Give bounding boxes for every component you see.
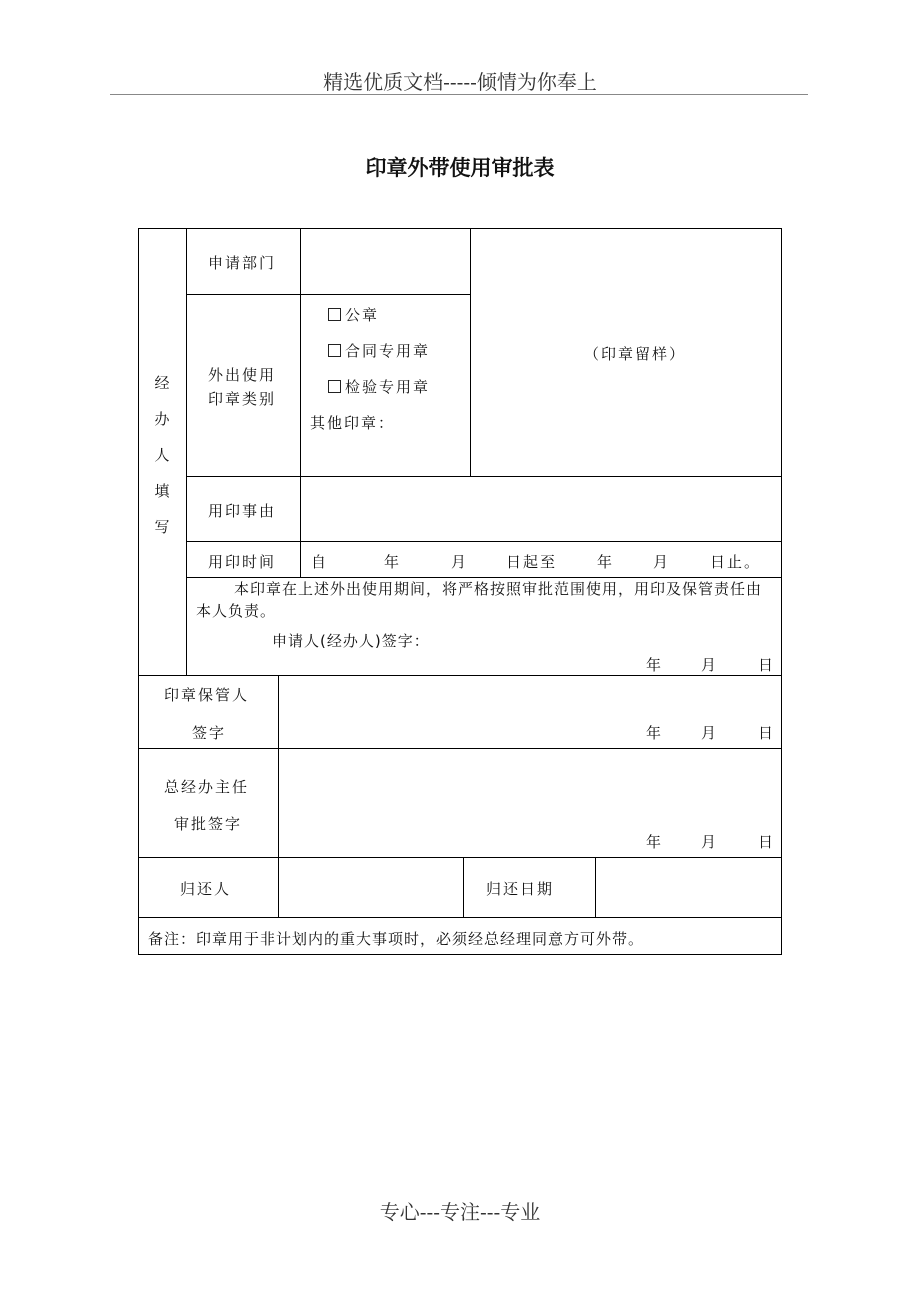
seal-type-label-line2: 印章类别: [208, 390, 277, 408]
time-from-year: 年: [384, 553, 402, 571]
page-header: 精选优质文档-----倾情为你奉上: [323, 70, 597, 94]
keeper-date-day: 日: [758, 724, 776, 742]
applicant-date-month: 月: [701, 656, 719, 674]
director-date-year: 年: [646, 833, 664, 851]
row-line-pledge: [138, 675, 782, 676]
department-field[interactable]: [302, 230, 468, 292]
row-line-keeper: [138, 748, 782, 749]
header-rule: [110, 94, 808, 95]
keeper-date-month: 月: [701, 724, 719, 742]
director-date-month: 月: [701, 833, 719, 851]
returner-label: 归还人: [180, 880, 232, 898]
keeper-label-line2: 签字: [192, 724, 227, 742]
time-from-token: 自: [311, 553, 329, 571]
return-date-field[interactable]: [597, 859, 780, 916]
time-from-day: 日起至: [506, 553, 558, 571]
row-line-dept: [186, 294, 470, 295]
col-line-sample: [470, 228, 471, 476]
returner-field[interactable]: [280, 859, 462, 916]
seal-option-contract-label: 合同专用章: [345, 342, 431, 360]
row-line-type: [186, 476, 782, 477]
time-to-day: 日止。: [710, 553, 762, 571]
border-bottom: [138, 954, 782, 955]
col-line-signer: [278, 675, 279, 917]
border-left: [138, 228, 139, 954]
director-date-day: 日: [758, 833, 776, 851]
seal-type-label-line1: 外出使用: [208, 366, 277, 384]
border-right: [781, 228, 782, 954]
return-date-label: 归还日期: [486, 880, 555, 898]
border-top: [138, 228, 782, 229]
reason-field[interactable]: [302, 478, 780, 540]
applicant-sign-label: 申请人(经办人)签字：: [272, 632, 430, 650]
page-footer: 专心---专注---专业: [379, 1200, 541, 1224]
department-label: 申请部门: [208, 254, 277, 272]
applicant-date-year: 年: [646, 656, 664, 674]
form-title: 印章外带使用审批表: [365, 156, 555, 180]
seal-option-inspection[interactable]: [328, 376, 430, 397]
applicant-date-day: 日: [758, 656, 776, 674]
pledge-text: 本印章在上述外出使用期间，将严格按照审批范围使用，用印及保管责任由本人负责。: [196, 580, 763, 620]
other-seal-label: 其他印章：: [310, 414, 396, 432]
col-line-return-date-label: [463, 857, 464, 917]
reason-label: 用印事由: [208, 502, 277, 520]
section-label: 经办人填写: [154, 374, 172, 536]
approval-form-table: [138, 228, 782, 954]
seal-sample-label: （印章留样）: [584, 345, 687, 363]
row-line-return: [138, 917, 782, 918]
col-line-return-date-value: [595, 857, 596, 917]
seal-option-official-label: 公章: [345, 306, 380, 324]
seal-option-inspection-label: 检验专用章: [345, 378, 431, 396]
director-label-line1: 总经办主任: [164, 778, 250, 796]
row-line-director: [138, 857, 782, 858]
time-to-month: 月: [653, 553, 671, 571]
time-label: 用印时间: [208, 553, 277, 571]
note-text: 备注：印章用于非计划内的重大事项时，必须经总经理同意方可外带。: [148, 930, 645, 948]
time-from-month: 月: [451, 553, 469, 571]
time-to-year: 年: [597, 553, 615, 571]
checkbox-icon[interactable]: [328, 380, 341, 393]
director-label-line2: 审批签字: [174, 815, 243, 833]
seal-option-official[interactable]: [328, 304, 379, 325]
checkbox-icon[interactable]: [328, 344, 341, 357]
checkbox-icon[interactable]: [328, 308, 341, 321]
seal-option-contract[interactable]: [328, 340, 430, 361]
col-line-label: [300, 228, 301, 577]
keeper-label-line1: 印章保管人: [164, 686, 250, 704]
row-line-reason: [186, 541, 782, 542]
col-line-section: [186, 228, 187, 675]
keeper-date-year: 年: [646, 724, 664, 742]
